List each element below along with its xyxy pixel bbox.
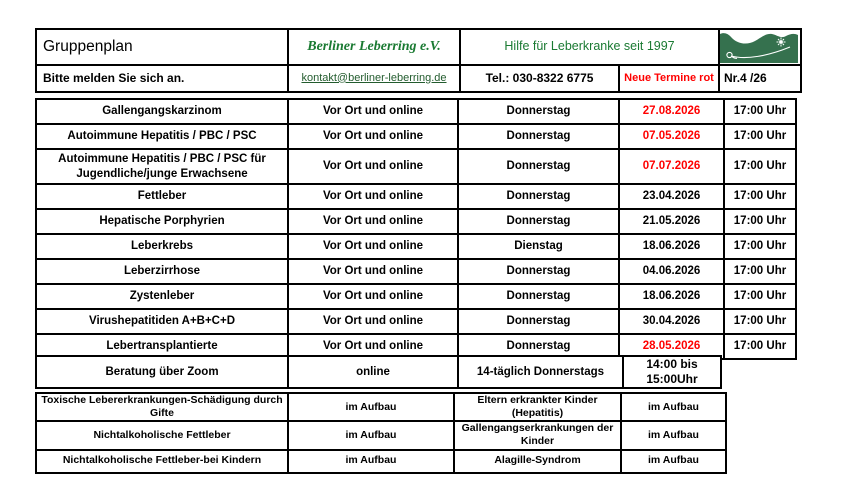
building-topic-right: Gallengangserkrankungen der Kinder <box>454 421 621 449</box>
group-day: Donnerstag <box>458 284 619 309</box>
group-mode: Vor Ort und online <box>288 284 458 309</box>
group-date: 07.07.2026 <box>619 149 724 184</box>
group-time: 17:00 Uhr <box>724 284 796 309</box>
zoom-topic: Beratung über Zoom <box>36 356 288 388</box>
group-time: 17:00 Uhr <box>724 149 796 184</box>
group-date: 18.06.2026 <box>619 284 724 309</box>
zoom-schedule: 14-täglich Donnerstags <box>458 356 623 388</box>
group-topic: Autoimmune Hepatitis / PBC / PSC für Jugendliche/junge Erwachsene <box>36 149 288 184</box>
table-row <box>36 259 796 284</box>
group-day: Donnerstag <box>458 334 619 359</box>
building-topic-left: Toxische Lebererkrankungen-Schädigung durch Gifte <box>36 393 288 421</box>
table-row <box>36 309 796 334</box>
group-topic: Autoimmune Hepatitis / PBC / PSC <box>36 124 288 149</box>
new-dates-note: Neue Termine rot <box>619 65 719 92</box>
org-logo <box>719 29 801 65</box>
group-topic: Gallengangskarzinom <box>36 99 288 124</box>
building-topic-right: Eltern erkrankter Kinder (Hepatitis) <box>454 393 621 421</box>
group-day: Donnerstag <box>458 124 619 149</box>
group-mode: Vor Ort und online <box>288 99 458 124</box>
building-topic-right: Alagille-Syndrom <box>454 450 621 473</box>
building-topic-left: Nichtalkoholische Fettleber <box>36 421 288 449</box>
group-day: Donnerstag <box>458 149 619 184</box>
group-time: 17:00 Uhr <box>724 234 796 259</box>
building-topic-left: Nichtalkoholische Fettleber-bei Kindern <box>36 450 288 473</box>
group-date: 27.08.2026 <box>619 99 724 124</box>
header-table <box>35 28 802 93</box>
group-mode: Vor Ort und online <box>288 149 458 184</box>
contact-phone: Tel.: 030-8322 6775 <box>460 65 619 92</box>
group-topic: Zystenleber <box>36 284 288 309</box>
group-date: 28.05.2026 <box>619 334 724 359</box>
group-day: Donnerstag <box>458 99 619 124</box>
table-row <box>36 99 796 124</box>
in-development-table <box>35 392 727 474</box>
group-topic: Hepatische Porphyrien <box>36 209 288 234</box>
table-row <box>36 284 796 309</box>
table-row <box>36 209 796 234</box>
group-mode: Vor Ort und online <box>288 124 458 149</box>
groups-table <box>35 98 797 360</box>
building-status-right: im Aufbau <box>621 421 726 449</box>
group-time: 17:00 Uhr <box>724 334 796 359</box>
table-row <box>36 234 796 259</box>
table-row <box>36 421 726 449</box>
table-row <box>36 184 796 209</box>
group-day: Donnerstag <box>458 259 619 284</box>
issue-number: Nr.4 /26 <box>719 65 801 92</box>
group-mode: Vor Ort und online <box>288 234 458 259</box>
group-day: Dienstag <box>458 234 619 259</box>
group-topic: Lebertransplantierte <box>36 334 288 359</box>
group-day: Donnerstag <box>458 209 619 234</box>
zoom-mode: online <box>288 356 458 388</box>
group-topic: Leberkrebs <box>36 234 288 259</box>
table-row <box>36 124 796 149</box>
group-date: 30.04.2026 <box>619 309 724 334</box>
group-mode: Vor Ort und online <box>288 309 458 334</box>
group-time: 17:00 Uhr <box>724 184 796 209</box>
group-date: 23.04.2026 <box>619 184 724 209</box>
group-time: 17:00 Uhr <box>724 209 796 234</box>
group-time: 17:00 Uhr <box>724 259 796 284</box>
group-time: 17:00 Uhr <box>724 309 796 334</box>
page-title: Gruppenplan <box>36 29 288 65</box>
building-status-left: im Aufbau <box>288 450 454 473</box>
zoom-consultation-table <box>35 355 722 389</box>
group-day: Donnerstag <box>458 309 619 334</box>
table-row <box>36 356 721 388</box>
building-status-left: im Aufbau <box>288 393 454 421</box>
table-row <box>36 149 796 184</box>
group-time: 17:00 Uhr <box>724 124 796 149</box>
group-date: 21.05.2026 <box>619 209 724 234</box>
contact-email-cell <box>288 65 460 92</box>
building-status-right: im Aufbau <box>621 450 726 473</box>
group-mode: Vor Ort und online <box>288 334 458 359</box>
register-note: Bitte melden Sie sich an. <box>36 65 288 92</box>
zoom-time: 14:00 bis 15:00Uhr <box>623 356 721 388</box>
org-tagline: Hilfe für Leberkranke seit 1997 <box>460 29 719 65</box>
group-day: Donnerstag <box>458 184 619 209</box>
group-time: 17:00 Uhr <box>724 99 796 124</box>
table-row <box>36 450 726 473</box>
building-status-right: im Aufbau <box>621 393 726 421</box>
group-date: 18.06.2026 <box>619 234 724 259</box>
building-status-left: im Aufbau <box>288 421 454 449</box>
liver-landscape-logo-icon <box>720 31 798 63</box>
contact-email-link[interactable]: kontakt@berliner-leberring.de <box>301 71 447 84</box>
group-topic: Fettleber <box>36 184 288 209</box>
table-row <box>36 393 726 421</box>
org-name: Berliner Leberring e.V. <box>288 29 460 65</box>
group-date: 04.06.2026 <box>619 259 724 284</box>
group-mode: Vor Ort und online <box>288 209 458 234</box>
group-topic: Leberzirrhose <box>36 259 288 284</box>
group-date: 07.05.2026 <box>619 124 724 149</box>
group-topic: Virushepatitiden A+B+C+D <box>36 309 288 334</box>
group-mode: Vor Ort und online <box>288 184 458 209</box>
group-mode: Vor Ort und online <box>288 259 458 284</box>
